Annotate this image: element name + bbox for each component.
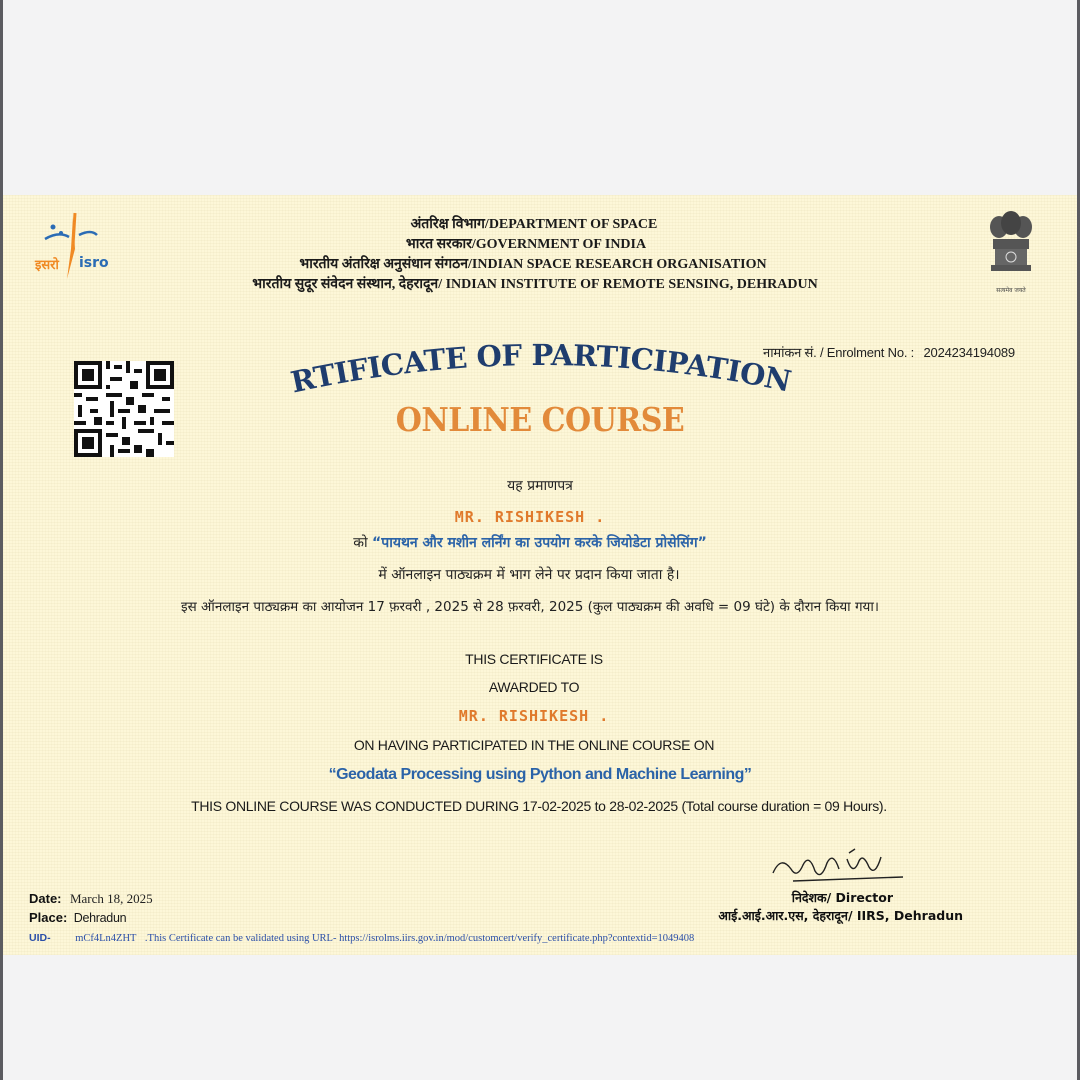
emblem-motto: सत्यमेव जयते [996, 287, 1026, 294]
hindi-line-3: में ऑनलाइन पाठ्यक्रम में भाग लेने पर प्रदान किया जाता है। [378, 567, 680, 583]
enrolment-value: 2024234194089 [923, 345, 1015, 360]
english-course-title: “Geodata Processing using Python and Machine Learning” [328, 766, 752, 783]
certificate-title-text: RTIFICATE OF PARTICIPATION [287, 337, 794, 400]
national-emblem-icon [981, 209, 1041, 294]
signatory-title: निदेशक/ Director [791, 890, 893, 905]
date-value: March 18, 2025 [69, 891, 153, 906]
hindi-line-4: इस ऑनलाइन पाठ्यक्रम का आयोजन 17 फ़रवरी , 2025 से 28 फ़रवरी, 2025 (कुल पाठ्यक्रम की अवधि = 09 घंटे) के दौरान किया गया। [181, 599, 879, 615]
signatory-block [703, 889, 963, 925]
signatory-org: आई.आई.आर.एस, देहरादून/ IIRS, Dehradun [718, 908, 963, 923]
certificate-uid-footer [29, 932, 694, 944]
uid-label: UID- [29, 932, 51, 944]
header-block [3, 215, 1077, 295]
english-line-1: THIS CERTIFICATE IS [465, 651, 603, 667]
header-line-iirs: भारतीय सुदूर संवेदन संस्थान, देहरादून/ INDIAN INSTITUTE OF REMOTE SENSING, DEHRADUN [252, 277, 818, 292]
place-label: Place: [29, 910, 68, 925]
date-label: Date: [29, 891, 62, 906]
place-value: Dehradun [73, 911, 127, 925]
english-line-4: THIS ONLINE COURSE WAS CONDUCTED DURING 17-02-2025 to 28-02-2025 (Total course duration = 09 Hours). [191, 798, 887, 814]
hindi-intro: यह प्रमाणपत्र [507, 478, 573, 494]
recipient-name-english-section: MR. RISHIKESH . [458, 707, 610, 725]
english-line-2: AWARDED TO [488, 679, 580, 695]
validation-link[interactable]: .This Certificate can be validated using URL- https://isrolms.iirs.gov.in/mod/customcert/verify_certificate.php?contextid=1049408 [144, 933, 695, 944]
uid-value: mCf4Ln4ZHT [75, 933, 137, 944]
certificate-subtitle: ONLINE COURSE [395, 401, 685, 440]
hindi-course-line [3, 533, 1077, 552]
recipient-name-hindi-section: MR. RISHIKESH . [454, 508, 606, 526]
director-signature [763, 843, 913, 893]
certificate [3, 195, 1077, 955]
logo-english: isro [79, 255, 109, 271]
english-line-3: ON HAVING PARTICIPATED IN THE ONLINE COURSE ON [353, 737, 715, 753]
header-line-government: भारत सरकार/GOVERNMENT OF INDIA [405, 237, 647, 252]
logo-hindi: इसरो [35, 258, 59, 273]
svg-text:CERTIFICATE OF PARTICIPATION I [273, 333, 804, 401]
date-row [29, 890, 153, 908]
header-line-isro: भारतीय अंतरिक्ष अनुसंधान संगठन/INDIAN SPACE RESEARCH ORGANISATION [299, 257, 767, 272]
enrolment-label: नामांकन सं. / Enrolment No. : [763, 345, 915, 360]
place-row [29, 909, 126, 927]
hindi-course-title: “पायथन और मशीन लर्निंग का उपयोग करके जियोडेटा प्रोसेसिंग” [372, 535, 707, 551]
header-line-department: अंतरिक्ष विभाग/DEPARTMENT OF SPACE [410, 217, 658, 232]
hindi-ko: को [353, 535, 368, 551]
